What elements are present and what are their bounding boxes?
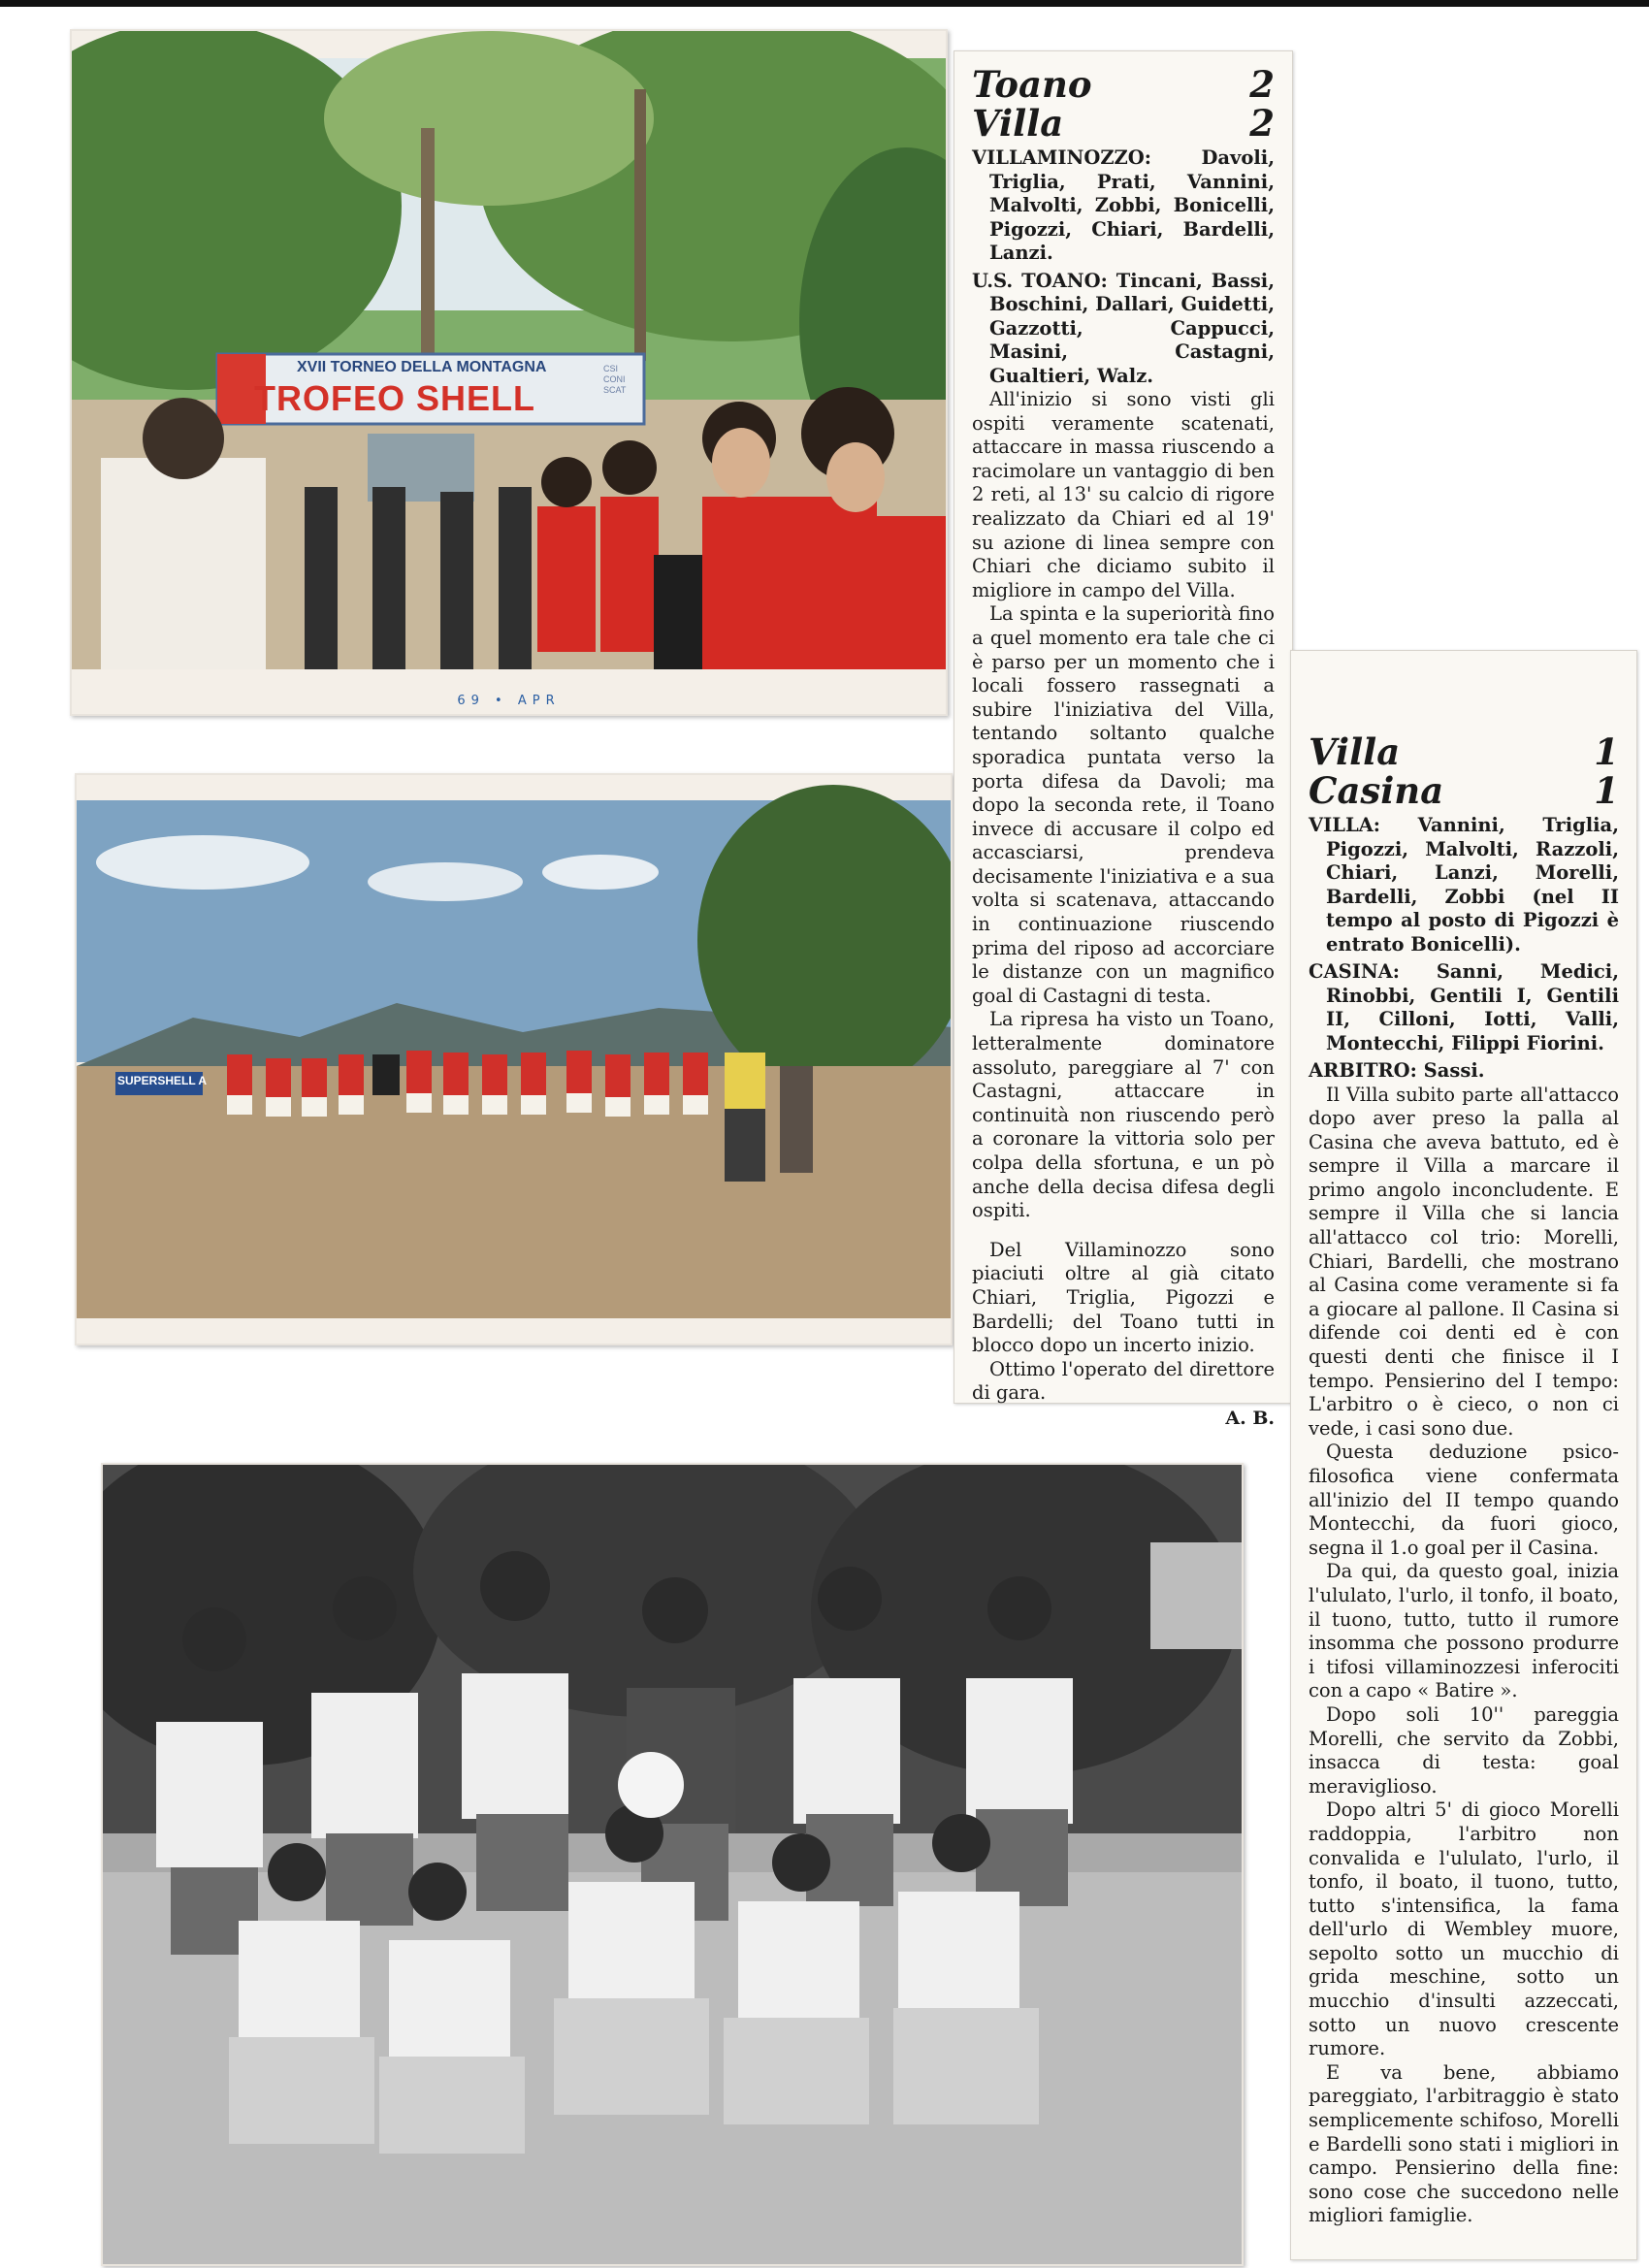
field-board-text: SUPERSHELL A [117,1074,208,1087]
photo-team-lineup-art [77,775,953,1345]
team-score: 1 [1594,730,1619,773]
article-body [972,388,1275,1406]
photo-team-lineup [75,773,953,1345]
lineup-toano [972,270,1275,389]
team-name: Villa [972,102,1064,145]
article-paragraph: Dopo altri 5' di gioco Morelli raddoppia, l'arbitro non convalida e l'ululato, l'urlo, il tonfo, il boato, il tuono, tutto, tutto s'intensifica, la fama dell'urlo di Wembley muore, sepolto sotto un mucchio di grida meschine, sotto un mucchio d'insulti azzeccati, sotto un nuovo crescente rumore. [1309,1798,1619,2060]
article-paragraph: All'inizio si sono visti gli ospiti veramente scatenati, attaccare in massa riuscendo a racimolare un vantaggio di ben 2 reti, al 13' su calcio di rigore realizzato da Chiari ed al 19' su azione di linea sempre con Chiari che diciamo subito il migliore in campo del Villa. [972,388,1275,601]
score-line-home [1309,732,1619,771]
referee-label: ARBITRO: [1309,1059,1417,1082]
photo-team-portrait [101,1463,1244,2266]
team-name: Casina [1309,769,1444,812]
lineup-players: Tincani, Bassi, Boschini, Dallari, Guidetti, Gazzotti, Cappucci, Masini, Castagni, Gualtieri, Walz. [989,269,1276,387]
lineup-team-label: VILLA: [1309,814,1381,836]
score-line-away [972,104,1275,143]
article-paragraph: E va bene, abbiamo pareggiato, l'arbitraggio è stato semplicemente schifoso, Morelli e Bardelli sono stati i migliori in campo. Pensierino della fine: sono cose che succedono nelle migliori famiglie. [1309,2060,1619,2227]
banner-subtitle: XVII TORNEO DELLA MONTAGNA [297,359,547,375]
article-paragraph: La spinta e la superiorità fino a quel momento era tale che ci è parso per un momento che i locali fossero rassegnati a subire l'iniziativa del Villa, tentando soltanto qualche sporadica puntata verso la porta difesa da Davoli; ma dopo la seconda rete, il Toano invece di accusare il colpo ed accasciarsi, prendeva decisamente l'iniziativa e a sua volta si scatenava, attaccando in continuazione riuscendo prima del riposo ad accorciare le distanze con un magnifico goal di Castagni di testa. [972,602,1275,1007]
article-paragraph: Dopo soli 10'' pareggia Morelli, che servito da Zobbi, insacca di testa: goal meraviglioso. [1309,1702,1619,1798]
banner-title: TROFEO SHELL [254,378,535,418]
photo-ceremony [70,29,948,716]
top-rule [0,0,1649,7]
lineup-players: Vannini, Triglia, Pigozzi, Malvolti, Razzoli, Chiari, Lanzi, Morelli, Bardelli, Zobbi (nel II tempo al posto di Pigozzi è entrato Bonicelli). [1326,814,1619,956]
article-paragraph: La ripresa ha visto un Toano, letteralmente dominatore assoluto, pareggiare al 7' con Castagni, attaccare in continuità non riuscendo però a coronare la vittoria solo per colpa della sfortuna, e un pò anche della decisa difesa degli ospiti. [972,1008,1275,1222]
article-villa-casina [1290,650,1637,2260]
score-line-away [1309,771,1619,810]
score-line-home [972,65,1275,104]
referee-line [1309,1059,1619,1084]
lineup-players: Davoli, Triglia, Prati, Vannini, Malvolti, Zobbi, Bonicelli, Pigozzi, Chiari, Bardelli, Lanzi. [989,146,1275,264]
author-signature: A. B. [1225,1407,1275,1429]
article-paragraph: Questa deduzione psico-filosofica viene confermata all'inizio del II tempo quando Montecchi, da fuori gioco, segna il 1.o goal per il Casina. [1309,1441,1619,1559]
article-paragraph: Il Villa subito parte all'attacco dopo aver preso la palla al Casina che aveva battuto, ed è sempre il Villa a marcare il primo angolo inconcludente. E sempre il Villa che si lancia all'attacco col trio: Morelli, Chiari, Bardelli, che mostrano al Casina come veramente si fa a giocare al pallone. Il Casina si difende coi denti ed è con questi denti che finisce il I tempo. Pensierino del I tempo: L'arbitro o è cieco, o non ci vede, i casi sono due. [1309,1083,1619,1440]
lineup-team-label: U.S. TOANO: [972,269,1108,292]
banner-side-text: CSI CONI SCAT [603,364,627,395]
team-name: Toano [972,63,1092,106]
lineup-team-label: CASINA: [1309,960,1401,983]
article-toano-villa [954,50,1293,1429]
team-score: 2 [1249,63,1275,106]
team-score: 2 [1249,102,1275,145]
article-paragraph: Del Villaminozzo sono piaciuti oltre al già citato Chiari, Triglia, Pigozzi e Bardelli; del Toano tutti in blocco dopo un incerto inizio. [972,1238,1275,1357]
article-body [1309,1084,1619,2229]
lineup-casina [1309,960,1619,1055]
lineup-villaminozzo [972,146,1275,266]
lineup-players: Sanni, Medici, Rinobbi, Gentili I, Gentili II, Cilloni, Iotti, Valli, Montecchi, Filippi Fiorini. [1326,960,1619,1054]
photo-team-portrait-art [103,1465,1244,2266]
lineup-team-label: VILLAMINOZZO: [972,146,1151,169]
team-name: Villa [1309,730,1401,773]
lineup-villa [1309,814,1619,956]
photo-date-stamp: 69 • APR [457,694,561,708]
team-score: 1 [1594,769,1619,812]
article-paragraph: Ottimo l'operato del direttore di gara. [972,1357,1275,1405]
referee-name: Sassi. [1423,1059,1485,1082]
article-paragraph: Da qui, da questo goal, inizia l'ululato, l'urlo, il tonfo, il boato, il tuono, tutto, tutto il rumore insomma che possono produrre i tifosi villaminozzesi inferociti con a capo « Batire ». [1309,1560,1619,1702]
